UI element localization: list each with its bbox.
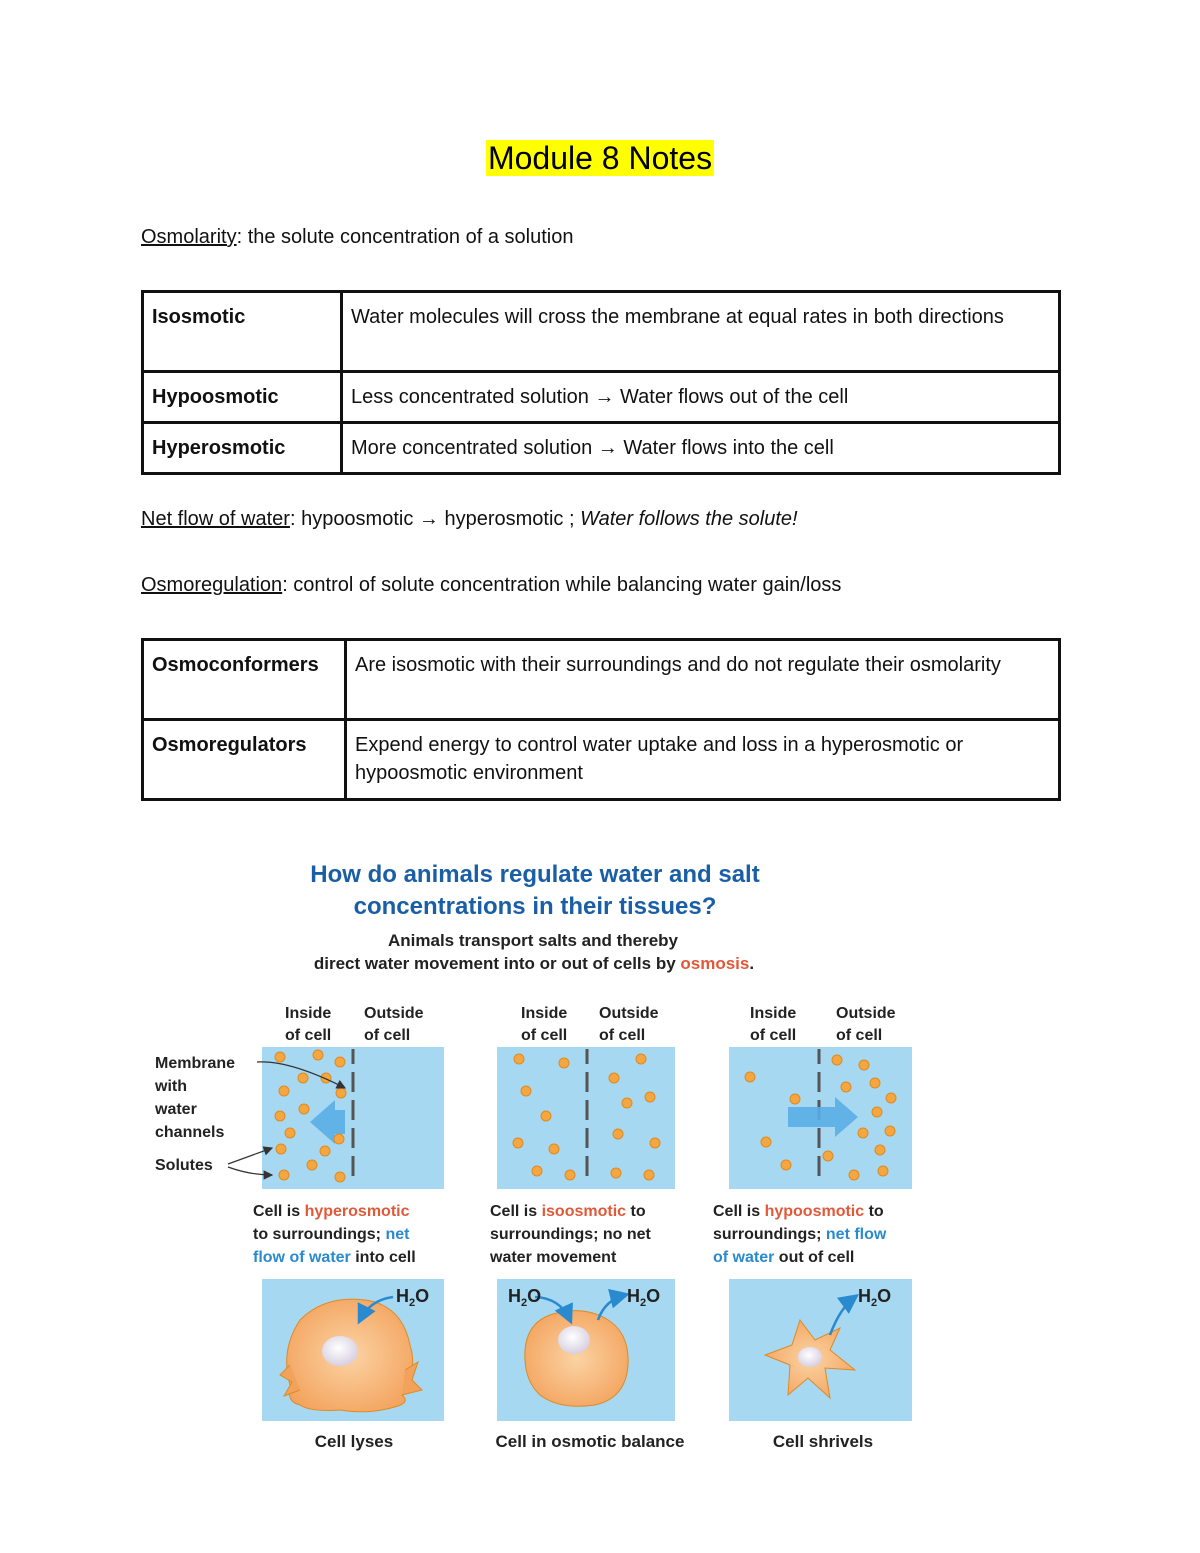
caption-3-line-3: of water out of cell (713, 1249, 855, 1266)
table-desc: More concentrated solution → Water flows into the cell (342, 423, 1060, 474)
outside-label-2a: Outside (599, 1005, 659, 1022)
caption-1-line-3: flow of water into cell (253, 1249, 416, 1266)
figure-heading-2: concentrations in their tissues? (353, 893, 717, 920)
net-flow-note: Water follows the solute! (580, 508, 798, 530)
inside-label-2a: Inside (521, 1005, 568, 1022)
outside-label-1b: of cell (364, 1027, 411, 1044)
table-row (143, 423, 1060, 474)
chamber-1 (262, 1047, 444, 1189)
caption-1-line-1: Cell is hyperosmotic (253, 1203, 410, 1220)
outside-label-3a: Outside (836, 1005, 896, 1022)
outside-label-3b: of cell (836, 1027, 883, 1044)
outside-label-2b: of cell (599, 1027, 646, 1044)
membrane-label-1: Membrane (155, 1055, 236, 1072)
table-term: Hypoosmotic (143, 372, 342, 423)
figure-heading-1: How do animals regulate water and salt (310, 861, 760, 888)
page-title (0, 140, 1200, 177)
inside-label-3b: of cell (750, 1027, 797, 1044)
osmosis-figure (140, 850, 930, 1470)
caption-1-line-2: to surroundings; net (253, 1226, 410, 1243)
net-flow-text: : hypoosmotic → hyperosmotic ; (289, 508, 581, 530)
title-text: Module 8 Notes (487, 140, 713, 176)
net-flow-line (141, 508, 798, 531)
cell-panel-balance (497, 1279, 675, 1421)
table-desc: Are isosmotic with their surroundings and do not regulate their osmolarity (346, 640, 1060, 720)
osmoregulation-line (141, 574, 841, 597)
table-row (143, 640, 1060, 720)
membrane-label-3: water (155, 1101, 197, 1118)
h2o-label-4: $H_2O$ (858, 1286, 892, 1309)
net-flow-term: Net flow of water (141, 508, 290, 530)
inside-label-3a: Inside (750, 1005, 797, 1022)
osmoregulation-definition: : control of solute concentration while balancing water gain/loss (282, 574, 842, 596)
result-label-1: Cell lyses (314, 1432, 394, 1451)
table-term: Osmoconformers (143, 640, 346, 720)
osmoregulation-term: Osmoregulation (141, 574, 283, 596)
membrane-label-2: with (155, 1078, 187, 1095)
cell-panel-shrivels (729, 1279, 912, 1421)
h2o-label-2: $H_2O$ (508, 1286, 542, 1309)
result-label-3: Cell shrivels (772, 1432, 874, 1451)
table-row (143, 372, 1060, 423)
osmolarity-line (141, 226, 573, 249)
table-desc: Less concentrated solution → Water flows out of the cell (342, 372, 1060, 423)
inside-label-1a: Inside (285, 1005, 332, 1022)
h2o-label-3: $H_2O$ (627, 1286, 661, 1309)
caption-2-line-3: water movement (490, 1249, 617, 1266)
osmoregulation-table (141, 638, 1061, 801)
osmolarity-definition: : the solute concentration of a solution (236, 226, 574, 248)
cell-panel-lyses (262, 1279, 444, 1421)
figure-sub-2: direct water movement into or out of cells by osmosis. (313, 954, 755, 973)
table-term: Osmoregulators (143, 720, 346, 800)
result-label-2: Cell in osmotic balance (495, 1432, 685, 1451)
osmolarity-term: Osmolarity (141, 226, 237, 248)
table-term: Isosmotic (143, 292, 342, 372)
membrane-label-4: channels (155, 1124, 225, 1141)
chamber-2 (497, 1047, 675, 1189)
caption-3-line-1: Cell is hypoosmotic to (713, 1203, 884, 1220)
caption-2-line-1: Cell is isoosmotic to (490, 1203, 646, 1220)
inside-label-2b: of cell (521, 1027, 568, 1044)
figure-sub-1: Animals transport salts and thereby (387, 931, 679, 950)
h2o-label-1: $H_2O$ (396, 1286, 430, 1309)
table-row (143, 720, 1060, 800)
outside-label-1a: Outside (364, 1005, 424, 1022)
table-row (143, 292, 1060, 372)
table-term: Hyperosmotic (143, 423, 342, 474)
table-desc: Expend energy to control water uptake and loss in a hyperosmotic or hypoosmotic environment (346, 720, 1060, 800)
caption-2-line-2: surroundings; no net (490, 1226, 651, 1243)
solutes-label: Solutes (155, 1157, 213, 1174)
inside-label-1b: of cell (285, 1027, 332, 1044)
caption-3-line-2: surroundings; net flow (713, 1226, 887, 1243)
table-desc: Water molecules will cross the membrane at equal rates in both directions (342, 292, 1060, 372)
osmotic-terms-table (141, 290, 1061, 475)
chamber-3 (729, 1047, 912, 1189)
